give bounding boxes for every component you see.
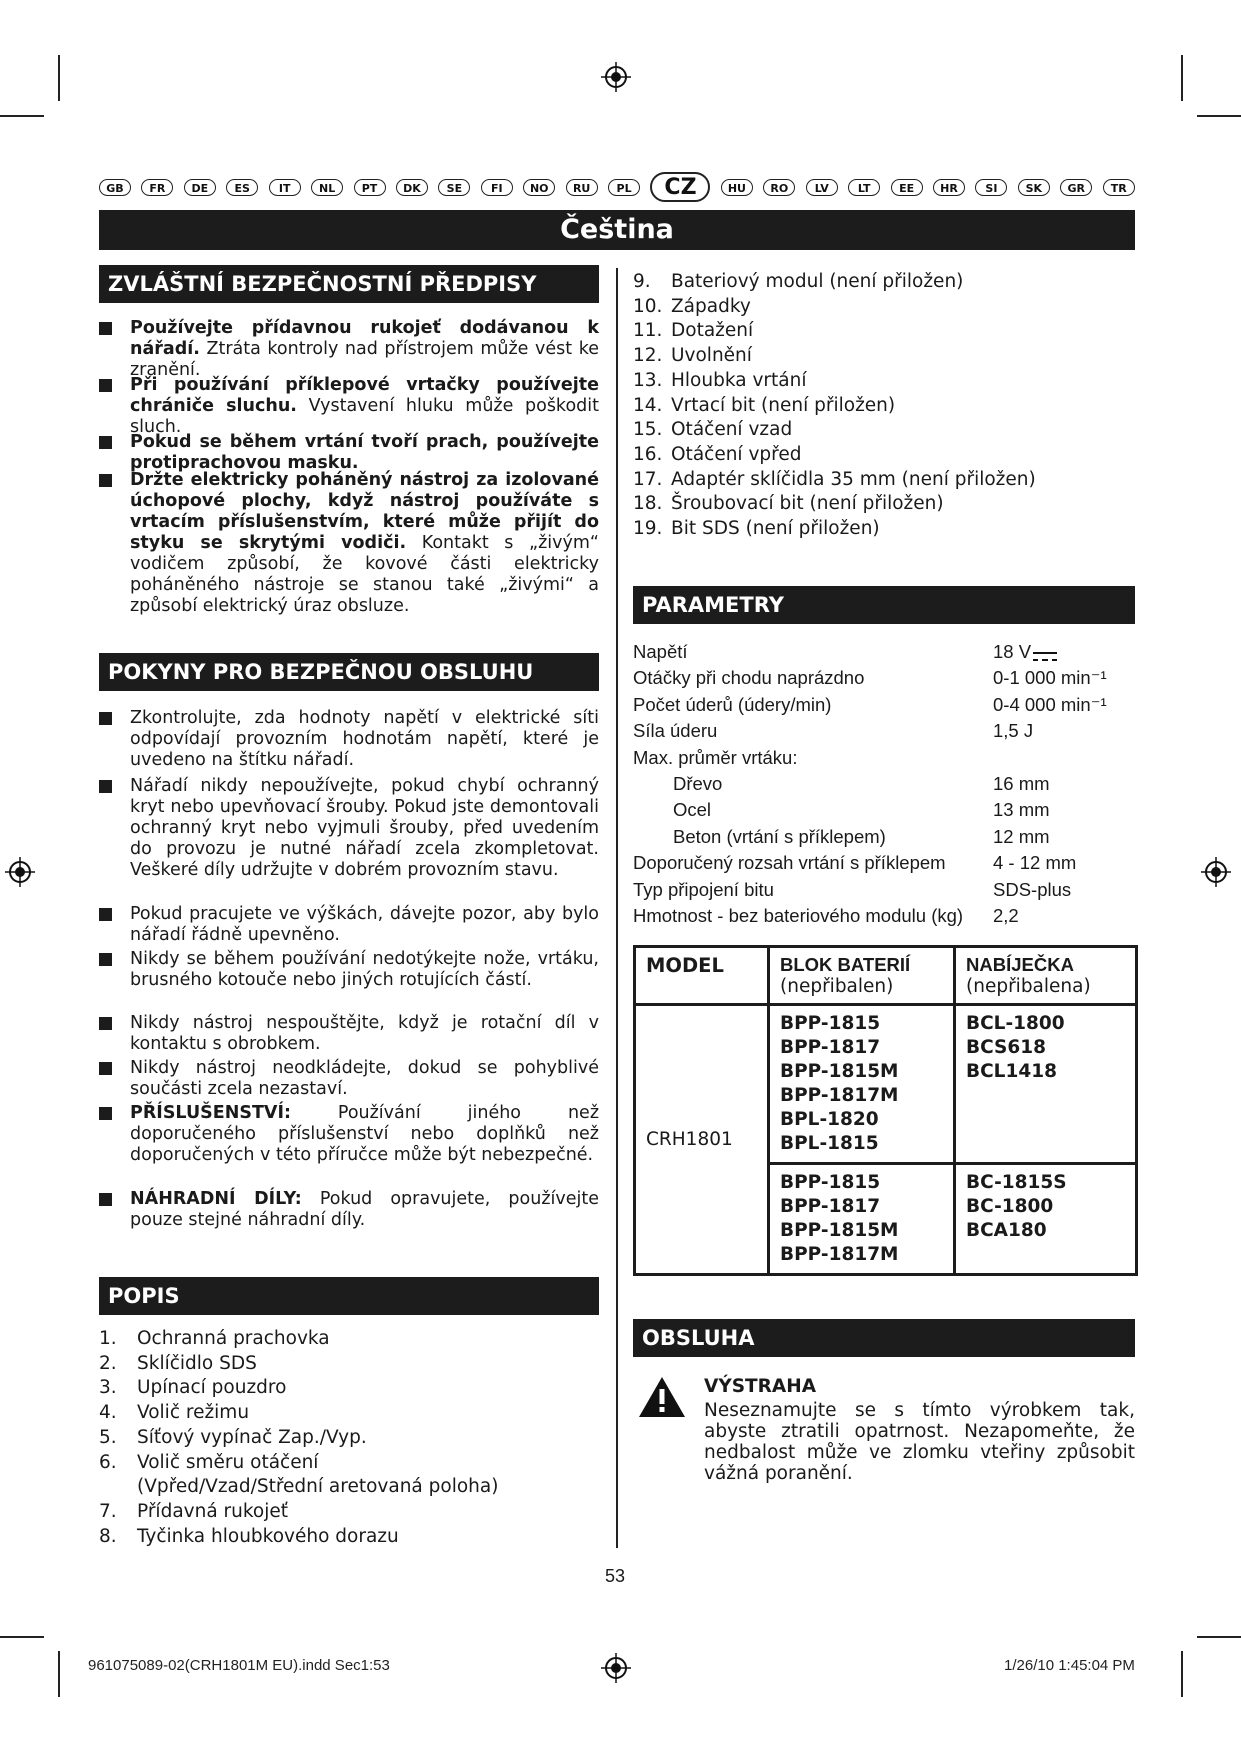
battery-list [769,1164,955,1275]
bullet-text: Držte elektricky poháněný nástroj za izolované úchopové plochy, když nástroj používáte s vrtacím příslušenstvím, které může přijít do styku se skrytými vodiči. Kontakt s „živým“ vodičem způsobí, že kovové části elektricky poháněného nástroje se stanou také „živými“ a způsobí elektrický úraz obsluze. [130,470,599,616]
language-tab-it: IT [269,179,301,196]
parameter-row [633,692,1107,718]
parameter-row [633,877,1072,903]
list-item: 15. Otáčení vzad [633,419,793,441]
registration-mark-icon [1201,857,1231,887]
crop-mark [1181,55,1183,101]
parameter-value: 18 V [993,641,1032,662]
bullet-item [99,776,599,881]
list-item: (Vpřed/Vzad/Střední aretovaná poloha) [137,1476,499,1498]
bullet-square-icon [99,780,112,793]
language-selector [99,170,1135,204]
language-tab-pt: PT [354,179,386,196]
bullet-square-icon [99,1193,112,1206]
language-tab-es: ES [226,179,258,196]
battery-model: BPP-1815 [780,1172,881,1193]
list-item: 4. Volič režimu [99,1402,250,1424]
warning-text: Neseznamujte se s tímto výrobkem tak, abyste ztratili opatrnost. Nezapomeňte, že nedbalost může ve zlomku vteřiny způsobit vážná poranění. [704,1400,1135,1484]
bullet-item [99,708,599,771]
language-tab-tr: TR [1103,179,1135,196]
language-tab-de: DE [184,179,216,196]
parameter-row [633,903,1019,929]
charger-model: BCL-1800 [966,1013,1065,1034]
crop-mark [0,1636,44,1638]
parameter-label: Otáčky při chodu naprázdno [633,667,865,689]
bullet-text: PŘÍSLUŠENSTVÍ: Používání jiného než doporučeného příslušenství nebo doplňků než doporučených v této příručce může být nebezpečné. [130,1103,599,1165]
battery-model: BPP-1817 [780,1196,881,1217]
charger-model: BC-1815S [966,1172,1067,1193]
parameter-row [633,771,1050,797]
list-item: 1. Ochranná prachovka [99,1328,330,1349]
section-header-parameters: PARAMETRY [633,586,1135,624]
section-header-safety: ZVLÁŠTNÍ BEZPEČNOSTNÍ PŘEDPISY [99,265,599,303]
list-item: 11. Dotažení [633,320,754,342]
section-header-operation-safety: POKYNY PRO BEZPEČNOU OBSLUHU [99,653,599,691]
warning-icon [637,1375,687,1419]
model-table [633,945,1138,1276]
dc-symbol-icon [1033,644,1057,656]
charger-list [955,1164,1137,1275]
list-item: 2. Sklíčidlo SDS [99,1352,257,1374]
language-tab-si: SI [975,179,1007,196]
language-tab-no: NO [523,179,555,196]
language-tab-ee: EE [891,179,923,196]
list-item: 3. Upínací pouzdro [99,1377,287,1399]
crop-mark [58,1651,60,1697]
bullet-item [99,904,599,946]
model-name: CRH1801 [635,1005,769,1275]
language-tab-sk: SK [1018,179,1050,196]
parameter-value: SDS-plus [993,878,1072,900]
list-item: 13. Hloubka vrtání [633,369,807,391]
parameter-value: 16 mm [993,772,1050,794]
bullet-item [99,470,599,617]
bullet-item [99,375,599,438]
language-tab-ru: RU [566,179,598,196]
battery-model: BPL-1815 [780,1133,879,1154]
parameter-label: Max. průměr vrtáku: [633,746,798,768]
language-tab-lt: LT [848,179,880,196]
parameters-table [633,639,1107,929]
bullet-item [99,1013,599,1055]
charger-model: BCL1418 [966,1061,1057,1082]
bullet-square-icon [99,322,112,335]
parameter-label: Typ připojení bitu [633,878,774,900]
bullet-item [99,432,599,474]
bullet-text: Používejte přídavnou rukojeť dodávanou k nářadí. Ztráta kontroly nad přístrojem může vést ke zranění. [130,318,599,380]
parameter-label: Dřevo [673,772,723,794]
language-tab-gr: GR [1060,179,1092,196]
crop-mark [1197,115,1241,117]
bullet-item [99,318,599,381]
model-header: MODEL [635,947,769,1005]
parameter-label: Hmotnost - bez bateriového modulu (kg) [633,904,964,926]
parameter-value: 12 mm [993,825,1050,847]
section-header-description: POPIS [99,1277,599,1315]
crop-mark [0,115,44,117]
page-number: 53 [605,1566,626,1586]
list-item: 9. Bateriový modul (není přiložen) [633,271,964,292]
crop-mark [58,55,60,101]
list-item: 19. Bit SDS (není přiložen) [633,518,880,540]
parameter-value: 4 - 12 mm [993,852,1077,874]
language-tab-cz: CZ [650,172,710,202]
battery-model: BPP-1815M [780,1220,899,1241]
bullet-square-icon [99,474,112,487]
parameter-value: 1,5 J [993,720,1034,742]
battery-model: BPP-1817 [780,1037,881,1058]
battery-model: BPP-1817M [780,1244,899,1265]
footer-date: 1/26/10 1:45:04 PM [1004,1657,1135,1674]
charger-model: BCS618 [966,1037,1046,1058]
parameter-row [633,797,1050,823]
parameter-row [633,745,963,771]
parameter-row [633,850,1077,876]
bullet-text: Nikdy nástroj neodkládejte, dokud se pohyblivé součásti zcela nezastaví. [130,1058,599,1099]
warning-title: VÝSTRAHA [704,1376,817,1397]
parameter-value: 2,2 [993,904,1019,926]
bullet-text: Nikdy se během používání nedotýkejte nože, vrtáku, brusného kotouče nebo jiných rotujících částí. [130,949,599,990]
parameter-label: Doporučený rozsah vrtání s příklepem [633,852,946,874]
list-item: 16. Otáčení vpřed [633,443,802,465]
bullet-square-icon [99,1107,112,1120]
language-tab-hu: HU [721,179,753,196]
parameter-label: Počet úderů (údery/min) [633,693,832,715]
bullet-square-icon [99,379,112,392]
registration-mark-icon [5,857,35,887]
parameter-label: Síla úderu [633,720,718,742]
parameter-label: Beton (vrtání s příklepem) [673,825,886,847]
bullet-item [99,1058,599,1100]
charger-model: BCA180 [966,1220,1047,1241]
crop-mark [1197,1636,1241,1638]
language-tab-lv: LV [806,179,838,196]
description-list-left [99,1327,498,1549]
parameter-label: Ocel [673,799,712,821]
parameter-row [633,639,1032,665]
charger-list [955,1005,1137,1164]
battery-list [769,1005,955,1164]
list-item: 17. Adaptér sklíčidla 35 mm (není přiložen) [633,468,1036,490]
language-tab-pl: PL [608,179,640,196]
bullet-item [99,949,599,991]
bullet-square-icon [99,436,112,449]
language-tab-ro: RO [763,179,795,196]
parameter-row [633,824,1050,850]
list-item: 8. Tyčinka hloubkového dorazu [99,1525,399,1547]
registration-mark-icon [601,62,631,92]
parameter-value: 0-4 000 min⁻¹ [993,693,1107,715]
list-item: 14. Vrtací bit (není přiložen) [633,394,896,416]
bullet-square-icon [99,712,112,725]
language-tab-fi: FI [481,179,513,196]
battery-model: BPP-1815M [780,1061,899,1082]
battery-model: BPP-1817M [780,1085,899,1106]
bullet-item [99,1103,599,1166]
parameter-value: 0-1 000 min⁻¹ [993,667,1107,689]
list-item: 10. Západky [633,295,751,317]
bullet-text: NÁHRADNÍ DÍLY: Pokud opravujete, používejte pouze stejné náhradní díly. [130,1189,599,1230]
footer-file: 961075089-02(CRH1801M EU).indd Sec1:53 [88,1657,390,1674]
description-list-right [633,270,1036,542]
bullet-text: Nářadí nikdy nepoužívejte, pokud chybí ochranný kryt nebo upevňovací šrouby. Pokud jste demontovali ochranný kryt nebo vyjmuli šrouby, před uvedením do provozu je nutné nářadí zcela zkompletovat. Veškeré díly udržujte v dobrém provozním stavu. [130,776,599,880]
language-tab-fr: FR [141,179,173,196]
charger-header: NABÍJEČKA (nepřibalena) [955,947,1137,1005]
parameter-value: 13 mm [993,799,1050,821]
list-item: 12. Uvolnění [633,345,752,367]
language-tab-hr: HR [933,179,965,196]
section-header-operation: OBSLUHA [633,1319,1135,1357]
bullet-text: Pokud pracujete ve výškách, dávejte pozor, aby bylo nářadí řádně upevněno. [130,904,599,945]
list-item: 5. Síťový vypínač Zap./Vyp. [99,1426,367,1448]
language-tab-nl: NL [311,179,343,196]
parameter-row [633,665,1107,691]
language-tab-se: SE [438,179,470,196]
bullet-item [99,1189,599,1231]
parameter-label: Napětí [633,641,688,662]
language-tab-dk: DK [396,179,428,196]
bullet-square-icon [99,908,112,921]
bullet-text: Pokud se během vrtání tvoří prach, používejte protiprachovou masku. [130,432,599,473]
bullet-text: Nikdy nástroj nespouštějte, když je rotační díl v kontaktu s obrobkem. [130,1013,599,1054]
charger-model: BC-1800 [966,1196,1054,1217]
list-item: 7. Přídavná rukojeť [99,1500,289,1522]
registration-mark-icon [601,1653,631,1683]
list-item: 6. Volič směru otáčení [99,1451,319,1473]
list-item: 18. Šroubovací bit (není přiložen) [633,493,944,515]
parameter-row [633,718,1034,744]
bullet-text: Zkontrolujte, zda hodnoty napětí v elektrické síti odpovídají provozním hodnotám napětí, které je uvedeno na štítku nářadí. [130,708,599,770]
crop-mark [1181,1651,1183,1697]
battery-model: BPL-1820 [780,1109,879,1130]
bullet-square-icon [99,953,112,966]
bullet-text: Při používání příklepové vrtačky používejte chrániče sluchu. Vystavení hluku může poškodit sluch. [130,375,599,437]
page-title: Čeština [99,210,1135,250]
column-divider [616,268,618,1548]
bullet-square-icon [99,1062,112,1075]
battery-model: BPP-1815 [780,1013,881,1034]
language-tab-gb: GB [99,179,131,196]
battery-header: BLOK BATERIÍ (nepřibalen) [769,947,955,1005]
bullet-square-icon [99,1017,112,1030]
